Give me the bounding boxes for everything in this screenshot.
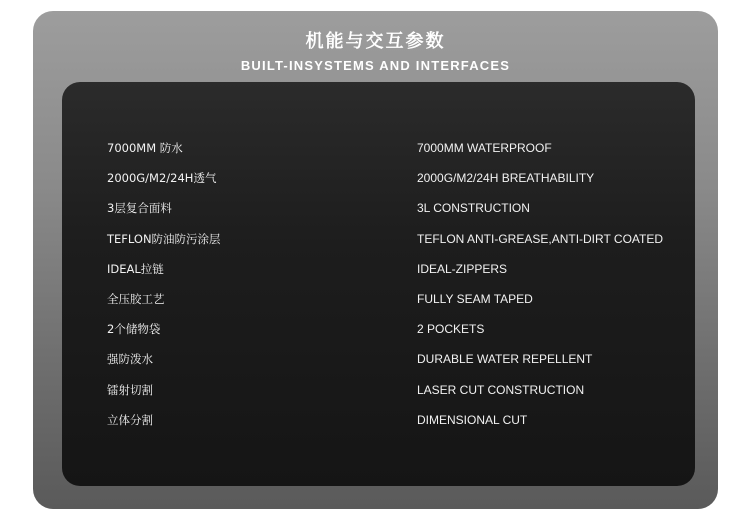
spec-row [62, 170, 695, 200]
spec-cn-label: 2000G/M2/24H透气 [107, 171, 217, 186]
spec-en-label: FULLY SEAM TAPED [417, 291, 533, 306]
spec-row [62, 231, 695, 261]
spec-en-label: 2 POCKETS [417, 322, 485, 337]
spec-cn-label: 全压胶工艺 [107, 291, 165, 306]
spec-en-label: DIMENSIONAL CUT [417, 412, 528, 427]
spec-cn-label: 强防泼水 [107, 352, 153, 367]
spec-row [62, 261, 695, 291]
spec-row [62, 140, 695, 170]
spec-en-label: IDEAL-ZIPPERS [417, 261, 508, 276]
spec-en-label: 2000G/M2/24H BREATHABILITY [417, 171, 595, 186]
spec-row [62, 412, 695, 442]
spec-row [62, 321, 695, 351]
spec-en-label: LASER CUT CONSTRUCTION [417, 382, 585, 397]
spec-panel [62, 82, 695, 486]
spec-cn-label: 3层复合面料 [107, 201, 172, 216]
spec-cn-label: 7000MM 防水 [107, 141, 183, 155]
spec-en-label: TEFLON ANTI-GREASE,ANTI-DIRT COATED [417, 231, 664, 246]
page-title: 机能与交互参数 [305, 31, 446, 52]
spec-row [62, 351, 695, 381]
spec-cn-label: IDEAL拉链 [107, 261, 164, 276]
spec-cn-label: 2个储物袋 [107, 322, 161, 337]
spec-cn-label: 立体分割 [107, 412, 153, 427]
page-subtitle: BUILT-INSYSTEMS AND INTERFACES [240, 58, 511, 73]
spec-row [62, 200, 695, 230]
spec-list [62, 140, 695, 442]
spec-cn-label: 镭射切割 [107, 382, 153, 397]
spec-en-label: DURABLE WATER REPELLENT [417, 352, 593, 367]
spec-row [62, 291, 695, 321]
spec-row [62, 382, 695, 412]
spec-cn-label: TEFLON防油防污涂层 [107, 231, 221, 246]
spec-card [33, 11, 718, 509]
spec-en-label: 3L CONSTRUCTION [417, 201, 530, 216]
spec-en-label: 7000MM WATERPROOF [417, 141, 552, 155]
